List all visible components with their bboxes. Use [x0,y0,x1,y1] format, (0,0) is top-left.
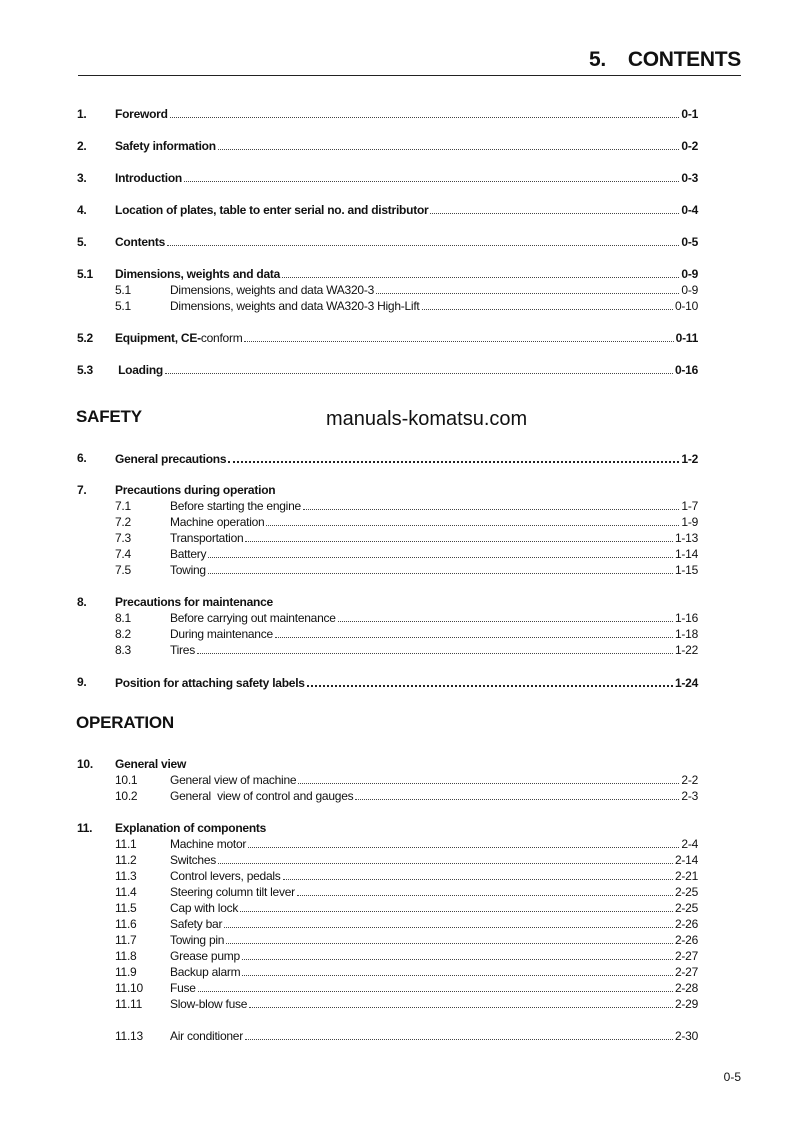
entry-title: Tires [170,643,195,657]
entry-line [115,170,698,186]
entry-number: 11.10 [115,981,143,995]
dot-leader [266,514,679,526]
entry-line [170,932,698,948]
toc-entry[interactable] [0,138,793,154]
toc-entry[interactable] [0,1028,793,1044]
toc-entry[interactable] [0,562,793,578]
toc-entry[interactable] [0,884,793,900]
entry-title: Introduction [115,171,182,185]
entry-page: 1-18 [674,627,698,641]
entry-page: 2-2 [681,773,698,787]
entry-title: Precautions during operation [115,483,276,497]
toc-entry[interactable] [0,498,793,514]
dot-leader [197,642,673,654]
entry-title: General view [115,757,187,771]
entry-title: Safety information [115,139,216,153]
entry-page: 2-26 [674,933,698,947]
entry-line [170,948,698,964]
dot-leader [248,836,679,848]
toc-entry[interactable] [0,916,793,932]
toc-entry[interactable] [0,546,793,562]
toc-entry[interactable] [0,756,793,772]
entry-number: 8.1 [115,611,131,625]
entry-line [170,884,698,900]
entry-page: 2-27 [674,965,698,979]
entry-title: Contents [115,235,165,249]
toc-entry[interactable] [0,836,793,852]
dot-leader [184,170,679,182]
entry-title: Explanation of components [115,821,267,835]
entry-page: 1-14 [674,547,698,561]
entry-line [170,514,698,530]
entry-title: Machine motor [170,837,247,851]
toc-entry[interactable] [0,106,793,122]
entry-number: 4. [77,203,87,217]
dot-leader [228,450,679,463]
entry-title: Control levers, pedals [170,869,281,883]
entry-page: 1-16 [674,611,698,625]
entry-number: 11.1 [115,837,137,851]
entry-title: Dimensions, weights and data WA320-3 High-Lift [170,299,420,313]
toc-entry[interactable] [0,674,793,690]
chapter-number: 5. [588,48,606,71]
entry-page: 2-28 [674,981,698,995]
entry-title: General view of control and gauges [170,789,354,803]
entry-line [115,674,698,691]
dot-leader [242,964,673,976]
entry-page: 1-9 [681,515,698,529]
toc-entry[interactable] [0,820,793,836]
dot-leader [198,980,673,992]
entry-page: 0-9 [681,283,698,297]
toc-entry[interactable] [0,170,793,186]
entry-line [170,298,698,314]
entry-title: Fuse [170,981,196,995]
page-number: 0-5 [723,1070,741,1084]
entry-title: Location of plates, table to enter serial no. and distributor [115,203,429,217]
toc-entry[interactable] [0,980,793,996]
toc-entry[interactable] [0,932,793,948]
entry-page: 2-4 [681,837,698,851]
entry-title: Before carrying out maintenance [170,611,336,625]
toc-entry[interactable] [0,626,793,642]
entry-page: 0-9 [681,267,698,281]
toc-entry[interactable] [0,852,793,868]
entry-line [115,330,698,346]
entry-line [170,852,698,868]
dot-leader [338,610,673,622]
entry-title-suffix: conform [200,331,243,345]
dot-leader [218,138,680,150]
toc-entry[interactable] [0,202,793,218]
page-title [589,48,741,72]
entry-page: 0-16 [674,363,698,377]
entry-title: Equipment, CE- [115,331,201,345]
toc-entry[interactable] [0,266,793,282]
dot-leader [430,202,679,214]
entry-line [170,868,698,884]
toc-entry[interactable] [0,996,793,1012]
entry-title: Backup alarm [170,965,241,979]
toc-entry[interactable] [0,530,793,546]
entry-title: Grease pump [170,949,240,963]
entry-line [170,788,698,804]
dot-leader [376,282,679,294]
watermark: manuals-komatsu.com [326,408,528,430]
dot-leader [245,1028,673,1040]
toc-entry[interactable] [0,868,793,884]
entry-title: Slow-blow fuse [170,997,248,1011]
entry-title: General precautions [115,452,227,466]
entry-number: 11.9 [115,965,137,979]
entry-line [170,996,698,1012]
chapter-title: CONTENTS [627,48,741,71]
dot-leader [224,916,673,928]
entry-title: General view of machine [170,773,297,787]
entry-page: 1-22 [674,643,698,657]
entry-page: 0-1 [681,107,698,121]
entry-title: Air conditioner [170,1029,243,1043]
entry-page: 2-30 [674,1029,698,1043]
dot-leader [218,852,673,864]
entry-line [170,836,698,852]
toc-entry[interactable] [0,610,793,626]
entry-line [170,498,698,514]
entry-number: 11.13 [115,1029,143,1043]
dot-leader [303,498,679,510]
entry-line [170,562,698,578]
dot-leader [283,868,673,880]
entry-page: 1-13 [674,531,698,545]
entry-number: 11.4 [115,885,137,899]
entry-title: Before starting the engine [170,499,301,513]
entry-line [170,980,698,996]
entry-number: 11.7 [115,933,137,947]
entry-number: 5.1 [115,299,131,313]
entry-number: 7. [77,483,87,497]
entry-number: 7.4 [115,547,131,561]
dot-leader [282,266,679,278]
entry-line [115,266,698,282]
entry-page: 2-25 [674,901,698,915]
entry-line [115,820,698,836]
header-rule [78,75,741,76]
toc-entry[interactable] [0,964,793,980]
entry-page: 1-2 [681,452,698,466]
entry-line [170,1028,698,1044]
entry-line [170,610,698,626]
toc-entry[interactable] [0,282,793,298]
section-heading-safety: SAFETY [76,407,142,426]
entry-title: Position for attaching safety labels [115,676,305,690]
entry-title: Towing [170,563,206,577]
dot-leader [298,772,679,784]
entry-page: 0-3 [681,171,698,185]
entry-number: 8.2 [115,627,131,641]
entry-page: 2-14 [674,853,698,867]
entry-number: 6. [77,451,87,465]
toc-entry[interactable] [0,330,793,346]
entry-line [115,138,698,154]
entry-title: Dimensions, weights and data [115,267,281,281]
dot-leader [244,330,673,342]
toc-entry[interactable] [0,788,793,804]
entry-number: 7.5 [115,563,131,577]
dot-leader [297,884,673,896]
entry-number: 8. [77,595,87,609]
entry-title: Foreword [115,107,168,121]
toc-entry[interactable] [0,642,793,658]
entry-line [170,626,698,642]
entry-line [115,482,698,498]
dot-leader [307,674,673,687]
entry-page: 1-24 [674,676,698,690]
dot-leader [249,996,673,1008]
toc-entry[interactable] [0,234,793,250]
entry-title: Switches [170,853,217,867]
dot-leader [226,932,673,944]
entry-page: 2-27 [674,949,698,963]
entry-line [170,916,698,932]
entry-page: 0-11 [675,331,698,345]
entry-number: 11. [77,821,93,835]
entry-number: 11.8 [115,949,137,963]
entry-number: 5.3 [77,363,93,377]
toc-entry[interactable] [0,900,793,916]
entry-page: 0-2 [681,139,698,153]
entry-line [115,594,698,610]
entry-number: 11.2 [115,853,137,867]
entry-title: Cap with lock [170,901,239,915]
entry-page: 2-21 [674,869,698,883]
toc-entry[interactable] [0,514,793,530]
entry-line [115,234,698,250]
entry-number: 5. [77,235,87,249]
entry-line [115,450,698,467]
entry-page: 2-29 [674,997,698,1011]
entry-title: Machine operation [170,515,265,529]
entry-number: 10. [77,757,93,771]
entry-title: Steering column tilt lever [170,885,295,899]
entry-line [170,900,698,916]
entry-page: 1-15 [674,563,698,577]
entry-page: 2-25 [674,885,698,899]
entry-title: Loading [115,363,163,377]
dot-leader [208,546,673,558]
entry-page: 2-26 [674,917,698,931]
toc-entry[interactable] [0,298,793,314]
toc-entry[interactable] [0,948,793,964]
entry-title: Dimensions, weights and data WA320-3 [170,283,374,297]
entry-number: 11.6 [115,917,137,931]
entry-line [115,362,698,378]
entry-number: 8.3 [115,643,131,657]
entry-line [115,756,698,772]
entry-line [170,530,698,546]
entry-line [170,642,698,658]
entry-title: Precautions for maintenance [115,595,273,609]
entry-line [115,106,698,122]
toc-entry[interactable] [0,594,793,610]
entry-line [170,772,698,788]
entry-number: 2. [77,139,87,153]
entry-title: Safety bar [170,917,223,931]
toc-entry[interactable] [0,482,793,498]
entry-line [170,546,698,562]
entry-number: 11.11 [115,997,142,1011]
dot-leader [170,106,680,118]
dot-leader [355,788,679,800]
entry-number: 7.3 [115,531,131,545]
entry-page: 0-5 [681,235,698,249]
dot-leader [208,562,673,574]
entry-number: 5.2 [77,331,93,345]
entry-number: 5.1 [115,283,131,297]
entry-title: During maintenance [170,627,273,641]
entry-page: 0-4 [681,203,698,217]
toc-entry[interactable] [0,772,793,788]
entry-line [170,282,698,298]
dot-leader [165,362,673,374]
entry-number: 1. [77,107,87,121]
entry-title: Transportation [170,531,244,545]
entry-number: 10.2 [115,789,138,803]
entry-number: 5.1 [77,267,93,281]
entry-number: 9. [77,675,87,689]
toc-entry[interactable] [0,362,793,378]
dot-leader [422,298,673,310]
section-heading-operation: OPERATION [76,713,175,732]
entry-number: 10.1 [115,773,138,787]
entry-number: 7.1 [115,499,131,513]
dot-leader [275,626,673,638]
entry-number: 3. [77,171,87,185]
entry-title: Towing pin [170,933,225,947]
entry-number: 11.3 [115,869,137,883]
entry-number: 11.5 [115,901,137,915]
entry-line [170,964,698,980]
entry-page: 0-10 [674,299,698,313]
dot-leader [242,948,673,960]
entry-page: 2-3 [681,789,698,803]
dot-leader [245,530,673,542]
entry-number: 7.2 [115,515,131,529]
entry-title: Battery [170,547,207,561]
entry-line [115,202,698,218]
dot-leader [167,234,679,246]
dot-leader [240,900,673,912]
entry-page: 1-7 [681,499,698,513]
toc-entry[interactable] [0,450,793,466]
